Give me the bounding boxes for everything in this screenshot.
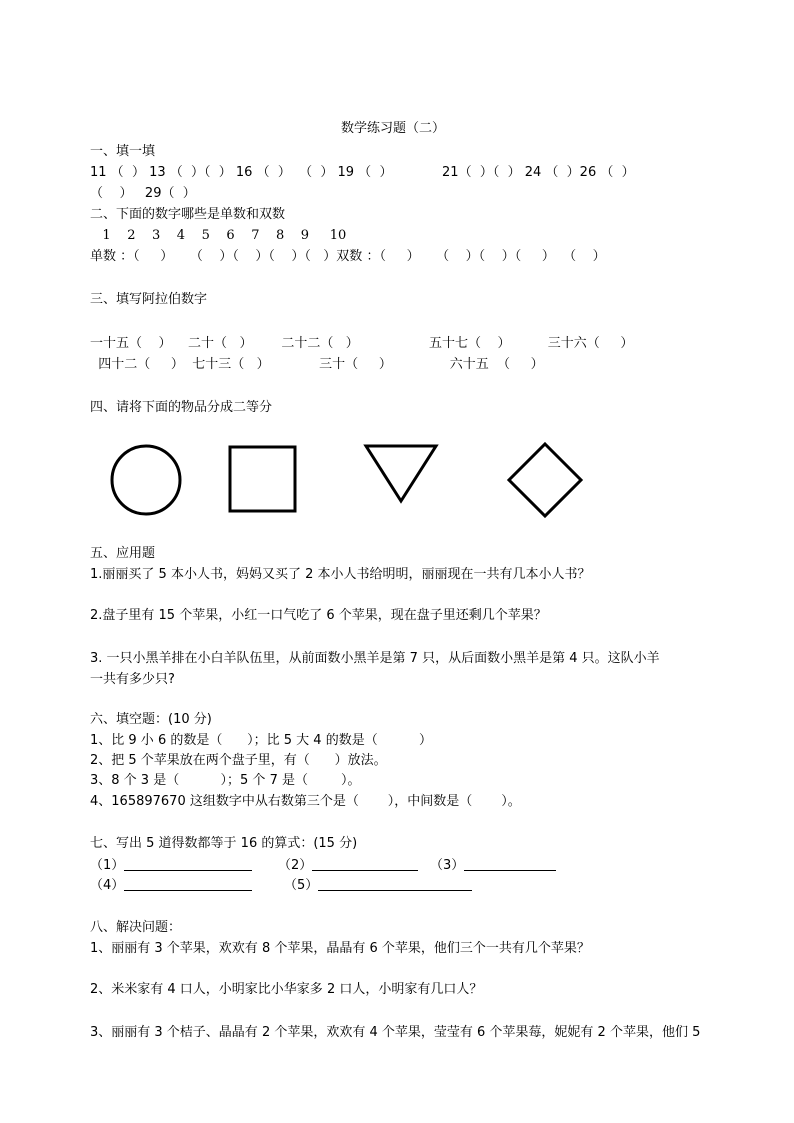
problem-question-2: 2、米米家有 4 口人，小明家比小华家多 2 口人，小明家有几口人？ xyxy=(90,982,483,997)
square-shape xyxy=(230,447,295,511)
equation-blank-4 xyxy=(90,877,252,894)
equation-blank-2 xyxy=(278,857,418,874)
section-5-heading: 五、应用题 xyxy=(90,546,156,561)
equation-blank-3 xyxy=(430,857,556,874)
equation-blank-5 xyxy=(284,877,472,894)
application-question-2: 2.盘子里有 15 个苹果，小红一口气吃了 6 个苹果，现在盘子里还剩几个苹果？ xyxy=(90,608,547,623)
answer-line-4 xyxy=(124,877,252,891)
equation-label-5: （5） xyxy=(284,878,319,893)
equation-blank-1 xyxy=(90,857,252,874)
section-4-heading: 四、请将下面的物品分成二等分 xyxy=(90,400,273,415)
section-2-answer-line: 单数 ：（ ） （ ）（ ）（ ）（ ）双数 ：（ ） （ ）（ ）（ ） （ ） xyxy=(90,249,606,264)
section-8-heading: 八、解决问题： xyxy=(90,920,182,935)
section-7-heading: 七、写出 5 道得数都等于 16 的算式：(15 分) xyxy=(90,836,358,851)
fill-question-1: 1、比 9 小 6 的数是（ ）；比 5 大 4 的数是（ ） xyxy=(90,733,433,748)
fill-question-3: 3、8 个 3 是（ ）；5 个 7 是（ ）。 xyxy=(90,773,361,788)
problem-question-1: 1、丽丽有 3 个苹果，欢欢有 8 个苹果，晶晶有 6 个苹果，他们三个一共有几个苹果？ xyxy=(90,941,590,956)
section-1-line-1: 11 （ ） 13 （ ）（ ） 16 （ ） （ ） 19 （ ） 21（ ）（ ） 24 （ ）26 （ ） xyxy=(90,165,635,180)
fill-question-2: 2、把 5 个苹果放在两个盘子里，有（ ）放法。 xyxy=(90,753,387,768)
section-3-line-1: 一十五（ ） 二十（ ） 二十二（ ） 五十七（ ） 三十六（ ） xyxy=(90,336,634,351)
section-2-numbers: 1 2 3 4 5 6 7 8 9 10 xyxy=(90,228,347,243)
answer-line-5 xyxy=(318,877,472,891)
answer-line-3 xyxy=(464,857,556,871)
shapes-row xyxy=(0,438,794,538)
equation-label-2: （2） xyxy=(278,858,313,873)
section-1-heading: 一、填一填 xyxy=(90,144,156,159)
section-6-heading: 六、填空题：(10 分) xyxy=(90,712,212,727)
circle-shape xyxy=(112,446,180,514)
equation-label-1: （1） xyxy=(90,858,125,873)
page-title: 数学练习题（二） xyxy=(341,121,446,136)
answer-line-2 xyxy=(312,857,418,871)
section-3-heading: 三、填写阿拉伯数字 xyxy=(90,292,208,307)
fill-question-4: 4、165897670 这组数字中从右数第三个是（ ），中间数是（ ）。 xyxy=(90,794,521,809)
application-question-1: 1.丽丽买了 5 本小人书，妈妈又买了 2 本小人书给明明，丽丽现在一共有几本小人书？ xyxy=(90,567,591,582)
triangle-shape xyxy=(366,446,436,501)
section-1-line-2: （ ） 29（ ） xyxy=(90,186,196,201)
equation-label-3: （3） xyxy=(430,858,465,873)
diamond-shape xyxy=(509,444,581,516)
equation-label-4: （4） xyxy=(90,878,125,893)
answer-line-1 xyxy=(124,857,252,871)
section-3-line-2: 四十二（ ） 七十三（ ） 三十（ ） 六十五 （ ） xyxy=(90,357,544,372)
application-question-3-line-2: 一共有多少只? xyxy=(90,672,175,687)
section-2-heading: 二、下面的数字哪些是单数和双数 xyxy=(90,207,286,222)
application-question-3-line-1: 3. 一只小黑羊排在小白羊队伍里，从前面数小黑羊是第 7 只，从后面数小黑羊是第 4 只。这队小羊 xyxy=(90,651,660,666)
problem-question-3: 3、丽丽有 3 个桔子、晶晶有 2 个苹果，欢欢有 4 个苹果，莹莹有 6 个苹果莓，妮妮有 2 个苹果，他们 5 xyxy=(90,1025,701,1040)
